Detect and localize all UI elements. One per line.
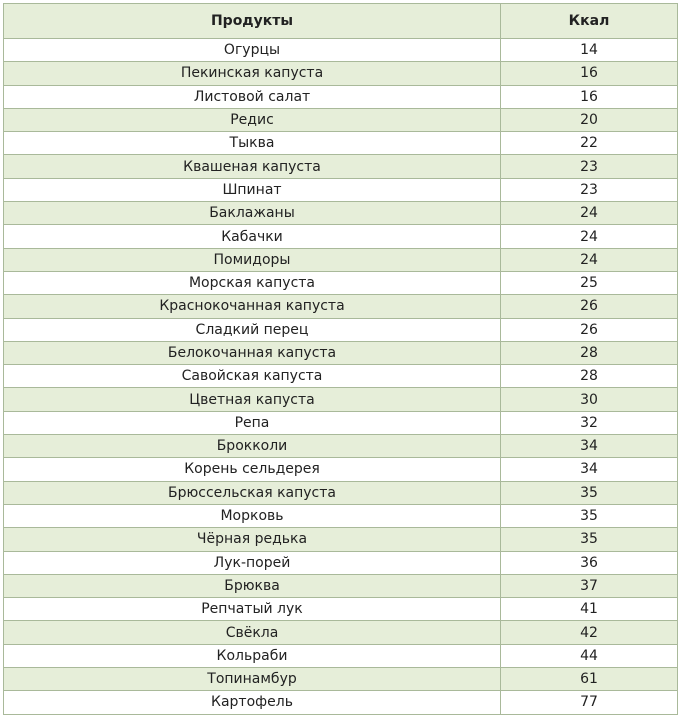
table-row — [4, 85, 678, 108]
kcal-cell: 26 — [501, 318, 678, 341]
product-cell: Цветная капуста — [4, 388, 501, 411]
product-cell: Сладкий перец — [4, 318, 501, 341]
kcal-cell: 23 — [501, 178, 678, 201]
table-row — [4, 458, 678, 481]
product-cell: Баклажаны — [4, 202, 501, 225]
table-row — [4, 481, 678, 504]
kcal-cell: 42 — [501, 621, 678, 644]
kcal-cell: 28 — [501, 341, 678, 364]
table-row — [4, 691, 678, 714]
kcal-cell: 23 — [501, 155, 678, 178]
product-cell: Лук-порей — [4, 551, 501, 574]
product-cell: Свёкла — [4, 621, 501, 644]
kcal-cell: 37 — [501, 574, 678, 597]
kcal-cell: 14 — [501, 39, 678, 62]
table-row — [4, 621, 678, 644]
kcal-cell: 35 — [501, 481, 678, 504]
kcal-cell: 25 — [501, 271, 678, 294]
table-row — [4, 108, 678, 131]
product-cell: Кольраби — [4, 644, 501, 667]
product-cell: Топинамбур — [4, 668, 501, 691]
table-row — [4, 644, 678, 667]
product-cell: Помидоры — [4, 248, 501, 271]
product-cell: Редис — [4, 108, 501, 131]
kcal-cell: 35 — [501, 504, 678, 527]
table-row — [4, 504, 678, 527]
kcal-cell: 36 — [501, 551, 678, 574]
kcal-cell: 34 — [501, 458, 678, 481]
kcal-cell: 61 — [501, 668, 678, 691]
product-cell: Краснокочанная капуста — [4, 295, 501, 318]
product-cell: Брюссельская капуста — [4, 481, 501, 504]
kcal-cell: 32 — [501, 411, 678, 434]
product-cell: Картофель — [4, 691, 501, 714]
table-row — [4, 318, 678, 341]
table-row — [4, 365, 678, 388]
table-row — [4, 155, 678, 178]
product-cell: Кабачки — [4, 225, 501, 248]
table-row — [4, 295, 678, 318]
header-kcal: Ккал — [501, 4, 678, 39]
product-cell: Корень сельдерея — [4, 458, 501, 481]
table-row — [4, 341, 678, 364]
table-row — [4, 132, 678, 155]
table-body — [4, 39, 678, 715]
product-cell: Огурцы — [4, 39, 501, 62]
product-cell: Репа — [4, 411, 501, 434]
table-row — [4, 178, 678, 201]
table-row — [4, 225, 678, 248]
table-row — [4, 411, 678, 434]
kcal-cell: 16 — [501, 85, 678, 108]
kcal-cell: 24 — [501, 248, 678, 271]
table-row — [4, 528, 678, 551]
table-row — [4, 248, 678, 271]
table-header-row — [4, 4, 678, 39]
product-cell: Морская капуста — [4, 271, 501, 294]
table-row — [4, 668, 678, 691]
table-row — [4, 62, 678, 85]
product-cell: Листовой салат — [4, 85, 501, 108]
product-cell: Шпинат — [4, 178, 501, 201]
kcal-cell: 44 — [501, 644, 678, 667]
table-row — [4, 388, 678, 411]
table-row — [4, 598, 678, 621]
product-cell: Савойская капуста — [4, 365, 501, 388]
product-cell: Пекинская капуста — [4, 62, 501, 85]
kcal-cell: 22 — [501, 132, 678, 155]
table-row — [4, 574, 678, 597]
product-cell: Брокколи — [4, 435, 501, 458]
header-product: Продукты — [4, 4, 501, 39]
kcal-cell: 24 — [501, 225, 678, 248]
kcal-cell: 30 — [501, 388, 678, 411]
kcal-cell: 20 — [501, 108, 678, 131]
kcal-cell: 26 — [501, 295, 678, 318]
product-cell: Тыква — [4, 132, 501, 155]
table-row — [4, 551, 678, 574]
product-cell: Квашеная капуста — [4, 155, 501, 178]
kcal-cell: 28 — [501, 365, 678, 388]
table-row — [4, 271, 678, 294]
product-cell: Чёрная редька — [4, 528, 501, 551]
kcal-cell: 77 — [501, 691, 678, 714]
table-row — [4, 435, 678, 458]
kcal-cell: 41 — [501, 598, 678, 621]
table-row — [4, 39, 678, 62]
kcal-cell: 34 — [501, 435, 678, 458]
kcal-cell: 16 — [501, 62, 678, 85]
product-cell: Белокочанная капуста — [4, 341, 501, 364]
calorie-table — [3, 3, 678, 715]
table-row — [4, 202, 678, 225]
product-cell: Брюква — [4, 574, 501, 597]
product-cell: Морковь — [4, 504, 501, 527]
product-cell: Репчатый лук — [4, 598, 501, 621]
kcal-cell: 35 — [501, 528, 678, 551]
kcal-cell: 24 — [501, 202, 678, 225]
